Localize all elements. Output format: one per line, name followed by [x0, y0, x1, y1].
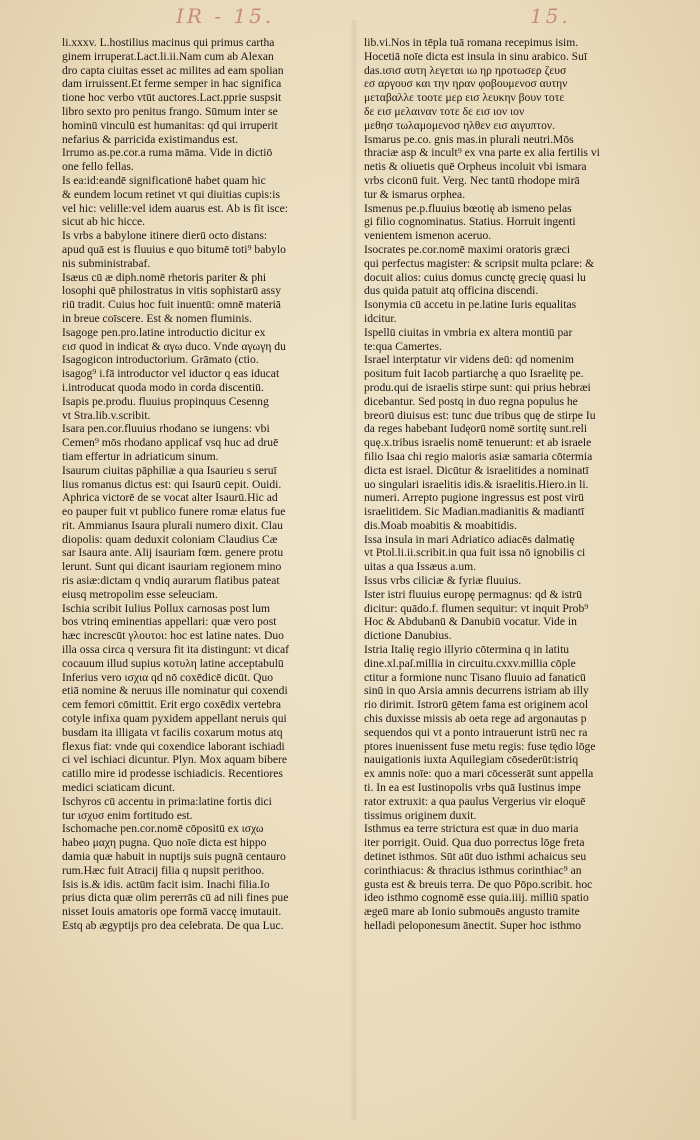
text-line: dam irruissent.Et ferme semper in hac significa — [62, 77, 282, 91]
text-line: uitas a qua Issæus a.um. — [364, 560, 477, 574]
text-line: riū tradit. Cuius hoc fuit inuentū: omnē materiā — [62, 298, 281, 312]
text-line: hominū vinculū est humanitas: qd qui irruperit — [62, 118, 278, 132]
text-line: nis subministrabaf. — [62, 256, 151, 270]
text-line: Isapis pe.produ. fluuius propinquus Cesenng — [62, 394, 269, 408]
text-line: vt Stra.lib.v.scribit. — [62, 408, 151, 422]
text-line: tiam effertur in adriaticum sinum. — [62, 449, 219, 463]
text-line: Israel interptatur vir videns deū: qd nomenim — [364, 353, 574, 367]
text-line: catillo mire id prodesse ischiadicis. Recentiores — [62, 767, 283, 781]
text-line: sicut ab hic hicce. — [62, 215, 146, 229]
text-line: isagog⁹ i.fā introductor vel iductor q eas iducat — [62, 367, 280, 381]
text-line: Issa insula in mari Adriatico adiacēs dalmatię — [364, 532, 575, 546]
folio-left: IR - 15. — [176, 4, 275, 28]
text-line: israelitidem. Sic Madian.madianitis & madiantī — [364, 505, 585, 519]
text-line: dine.xl.paſ.millia in circuitu.cxxv.millia cōple — [364, 656, 576, 670]
text-line: Isaurum ciuitas pāphiliæ a qua Isaurieu s seruī — [62, 463, 277, 477]
text-line: damia quæ habuit in nuptijs suis pugnā centauro — [62, 850, 286, 864]
text-line: ideo isthmo cognomē esse quia.iiij. milliū spatio — [364, 891, 589, 905]
text-line: Aphrica victorē de se vocat alter Isaurū.Hic ad — [62, 491, 278, 505]
text-line: apud quā est is fluuius e quo bitumē toti⁹ babylo — [62, 242, 286, 256]
text-line: ti. In ea est Iustinopolis vrbs quā Iustinus impe — [364, 781, 581, 795]
text-line: li.xxxv. L.hostilius macinus qui primus cartha — [62, 36, 275, 49]
text-line: sinū in quo Arsia amnis decurrens istriam ab illy — [364, 684, 589, 698]
text-line: cotyle infixa quam pyxidem appellant neruis qui — [62, 712, 287, 726]
text-line: & eundem locum retinet vt qui diuitias cupis:is — [62, 187, 280, 201]
text-line: tur ισχυσ enim fortitudo est. — [62, 808, 193, 822]
folio-right: 15. — [530, 4, 571, 28]
right-column — [364, 36, 649, 933]
text-line: habeo μαχη pugna. Quo noīe dicta est hippo — [62, 836, 267, 850]
text-line: one fello fellas. — [62, 160, 134, 174]
text-line: bos vtrinq eminentias appellari: quæ vero post — [62, 615, 277, 629]
text-line: εσ αργουσ και την ηραν φοβουμενοσ αυτην — [364, 77, 568, 91]
text-line: ex amnis noīe: quo a mari cōcesserāt sunt appella — [364, 767, 594, 781]
text-line: nisset Iouis amatoris ope formā vaccę imutauit. — [62, 905, 282, 919]
text-line: eo pauper fuit vt publico funere romæ elatus fue — [62, 505, 286, 519]
text-line: prius dicta quæ olim pererrās cū ad nili fines pue — [62, 891, 289, 905]
text-line: medici sciaticam dicunt. — [62, 781, 175, 795]
text-line: detinet isthmos. Sūt aūt duo isthmi achaicus seu — [364, 850, 587, 864]
text-line: uo singulari israelitis idis.& israelitis.Hiero.in li. — [364, 477, 589, 491]
text-line: losophi quē philostratus in vitis sophistarū assy — [62, 284, 281, 298]
text-line: Isara pen.cor.fluuius rhodano se iungens: vbi — [62, 422, 270, 436]
text-line: Isis is.& idis. actūm facit isim. Inachi filia.Io — [62, 877, 270, 891]
text-line: thraciæ asp & incult⁹ ex vna parte ex alia fertilis vi — [364, 146, 600, 160]
text-line: ginem irruperat.Lact.li.ii.Nam cum ab Alexan — [62, 49, 274, 63]
text-line: Ismarus pe.co. gnis mas.in plurali neutri.Mōs — [364, 132, 574, 146]
text-line: rum.Hæc fuit Atracij filia q nupsit perithoo. — [62, 863, 265, 877]
text-line: ci vel ischiaci dicuntur. Plyn. Mox aquam bibere — [62, 753, 288, 767]
text-line: tur & ismarus orphea. — [364, 187, 466, 201]
text-line: produ.qui de israelis stirpe sunt: qui prius hebræi — [364, 380, 591, 394]
text-line: cem femori cōmittit. Erit ergo coxēdix vertebra — [62, 698, 282, 712]
text-line: lius romanus dictus est: qui Isaurū cepit. Ouidi. — [62, 477, 282, 491]
text-line: gi filio cognominatus. Statius. Horruit ingenti — [364, 215, 576, 229]
text-line: dro capta ciuitas esset ac milites ad eam spolian — [62, 63, 284, 77]
text-line: Ischomache pen.cor.nomē cōpositū ex ισχω — [62, 822, 264, 836]
text-line: chis duxisse missis ab oeta rege ad argonautas p — [364, 712, 587, 726]
text-line: Ischia scribit Iulius Pollux carnosas post lum — [62, 601, 271, 615]
text-line: Ismenus pe.p.fluuius bœotię ab ismeno pelas — [364, 201, 572, 215]
text-line: nefarius & parricida existimandus est. — [62, 132, 239, 146]
text-line: dictione Danubius. — [364, 629, 452, 643]
text-line: venientem ismenon aceruo. — [364, 229, 492, 243]
text-line: Isagogicon introductorium. Grāmato (ctio. — [62, 353, 259, 367]
text-line: Istria Italię regio illyrio cōtermina q in latitu — [364, 643, 570, 657]
text-line: Isonymia cū accetu in pe.latine Iuris equalitas — [364, 298, 577, 312]
text-line: ris asiæ:dictam q vndiq aurarum flatibus pateat — [62, 574, 280, 588]
text-line: vt Ptol.li.ii.scribit.in qua fuit issa nō ignobilis ci — [364, 546, 586, 560]
text-line: libro sexto pro penitus frango. Sūmum inter se — [62, 104, 278, 118]
text-line: corinthiacus: & thracius isthmus corinthiac⁹ an — [364, 863, 582, 877]
text-line: Ister istri fluuius europę permagnus: qd & istrū — [364, 587, 582, 601]
text-line: vrbs ciconū fuit. Verg. Nec tantū rhodope mirā — [364, 173, 580, 187]
text-line: rit. Ammianus Isaura plurali numero dixit. Clau — [62, 518, 283, 532]
text-line: numeri. Arrepto pugione ingressus est post virū — [364, 491, 584, 505]
text-line: lib.vi.Nos in tēpla tuā romana recepimus isim. — [364, 36, 579, 49]
text-line: sequendos qui vt a ponto intrauerunt istrū nec ra — [364, 725, 588, 739]
text-line: breorū diuisus est: tunc due tribus quę de stirpe Iu — [364, 408, 596, 422]
text-line: tione hoc verbo vtūt auctores.Lact.pprie suspsit — [62, 91, 282, 105]
text-line: busdam ita illigata vt facilis coxarum motus atq — [62, 725, 283, 739]
text-line: das.ισισ αυτη λεγεται ιω ηρ ηροτωσερ ζευσ — [364, 63, 567, 77]
text-line: iter porrigit. Ouid. Qua duo porrectus lōge freta — [364, 836, 585, 850]
text-line: ægeū mare ab Ionio submouēs angusto tramite — [364, 905, 580, 919]
text-line: rio dirimit. Istrorū gētem fama est originem acol — [364, 698, 589, 712]
text-line: ptores inuenissent fuse metu regis: fuse tędio lōge — [364, 739, 596, 753]
text-line: te:qua Camertes. — [364, 339, 442, 353]
text-line: Is ea:id:eandē significationē habet quam hic — [62, 173, 266, 187]
text-line: qui perfectus magister: & scripsit multa pclare: & — [364, 256, 595, 270]
column-gutter — [350, 20, 358, 1120]
text-line: lerunt. Sunt qui dicant isauriam regionem mino — [62, 560, 282, 574]
left-column — [62, 36, 347, 933]
text-line: filio Isaa chi regio maioris asiæ samaria cōtermia — [364, 449, 593, 463]
text-line: μεθησ τωλαμομενοσ ηλθεν εισ αιγυπτον. — [364, 118, 556, 132]
text-line: rator extruxit: a qua paulus Vergerius vir eloquē — [364, 794, 586, 808]
text-line: gusta est & breuis terra. De quo Pōpo.scribit. hoc — [364, 877, 593, 891]
text-line: hæc increscūt γλουτοι: hoc est latine nates. Duo — [62, 629, 284, 643]
text-line: flexus fiat: vnde qui coxendice laborant ischiadi — [62, 739, 285, 753]
text-line: Estq ab ægyptijs pro dea celebrata. De qua Luc. — [62, 919, 284, 932]
text-line: cocauum illud supius κοτυλη latine acceptabulū — [62, 656, 284, 670]
text-line: i.introducat quoda modo in corda discentiū. — [62, 380, 264, 394]
text-line: δε εισ μελαιναν τοτε δε εισ ιον ιον — [364, 104, 525, 118]
text-line: Hocetiā noīe dicta est insula in sinu arabico. Suī — [364, 49, 588, 63]
text-line: εισ quod in indicat & αγω duco. Vnde αγωγη du — [62, 339, 286, 353]
text-line: Irrumo as.pe.cor.a ruma māma. Vide in dictiō — [62, 146, 273, 160]
text-line: in breue coīscere. Est & nomen fluminis. — [62, 311, 252, 325]
text-line: Hoc & Abdubanū & Danubiū vocatur. Vide in — [364, 615, 577, 629]
text-line: positum fuit Iacob partiarchę a quo Israelitę pe. — [364, 367, 584, 381]
text-line: helladi peloponesum ānectit. Super hoc isthmo — [364, 919, 582, 932]
text-line: Issus vrbs ciliciæ & fyriæ fluuius. — [364, 574, 522, 588]
text-line: idcitur. — [364, 311, 397, 325]
text-line: μεταβαλλε τοοτε μερ εισ λευκην βουν τοτε — [364, 91, 565, 105]
text-line: etiā nomine & neruus ille nominatur qui coxendi — [62, 684, 288, 698]
text-line: vel hic: velille:vel idem auarus est. Ab is fit isce: — [62, 201, 289, 215]
text-line: da reges habebant Iudęorū nomē sortitę sunt.reli — [364, 422, 588, 436]
text-line: dicebantur. Sed postq in duo regna populus he — [364, 394, 578, 408]
text-line: netis & oliuetis quē Orpheus incoluit vbi ismara — [364, 160, 587, 174]
text-line: dus quida patuit atq officina discendi. — [364, 284, 539, 298]
text-line: diopolis: quam deduxit coloniam Claudius Cæ — [62, 532, 278, 546]
text-line: docuit alios: cuius domus cunctę grecię quasi lu — [364, 270, 586, 284]
text-line: quę.x.tribus israelis nomē tenuerunt: et ab israele — [364, 436, 592, 450]
text-line: Cemen⁹ mōs rhodano applicaf vsq huc ad druē — [62, 436, 279, 450]
text-line: dis.Moab moabitis & moabitidis. — [364, 518, 517, 532]
text-line: dicitur: quādo.f. flumen sequitur: vt inquit Prob⁹ — [364, 601, 589, 615]
text-line: eiusq metropolim esse seleuciam. — [62, 587, 218, 601]
text-line: Is vrbs a babylone itinere dierū octo distans: — [62, 229, 268, 243]
text-line: ctitur a formione nunc Tisano fluuio ad fanaticū — [364, 670, 586, 684]
text-line: Isthmus ea terre strictura est quæ in duo maria — [364, 822, 579, 836]
text-line: Ispellū ciuitas in vmbria ex altera montiū par — [364, 325, 573, 339]
text-line: Isocrates pe.cor.nomē maximi oratoris græci — [364, 242, 571, 256]
text-line: Isagoge pen.pro.latine introductio dicitur ex — [62, 325, 266, 339]
text-line: sar Isaura ante. Alij isauriam fœm. genere protu — [62, 546, 284, 560]
text-line: Isæus cū æ diph.nomē rhetoris pariter & phi — [62, 270, 267, 284]
text-line: dicta est israel. Dicūtur & israelitides a nominatī — [364, 463, 589, 477]
text-line: nauigationis iuxta Aquilegiam cōsederūt:istriq — [364, 753, 579, 767]
text-line: Ischyros cū accentu in prima:latine fortis dici — [62, 794, 272, 808]
text-line: Inferius vero ισχια qd nō coxēdicē dicūt. Quo — [62, 670, 274, 684]
text-line: tissimus originem duxit. — [364, 808, 477, 822]
text-line: illa ossa circa q versura fit ita distingunt: vt dicaf — [62, 643, 289, 657]
